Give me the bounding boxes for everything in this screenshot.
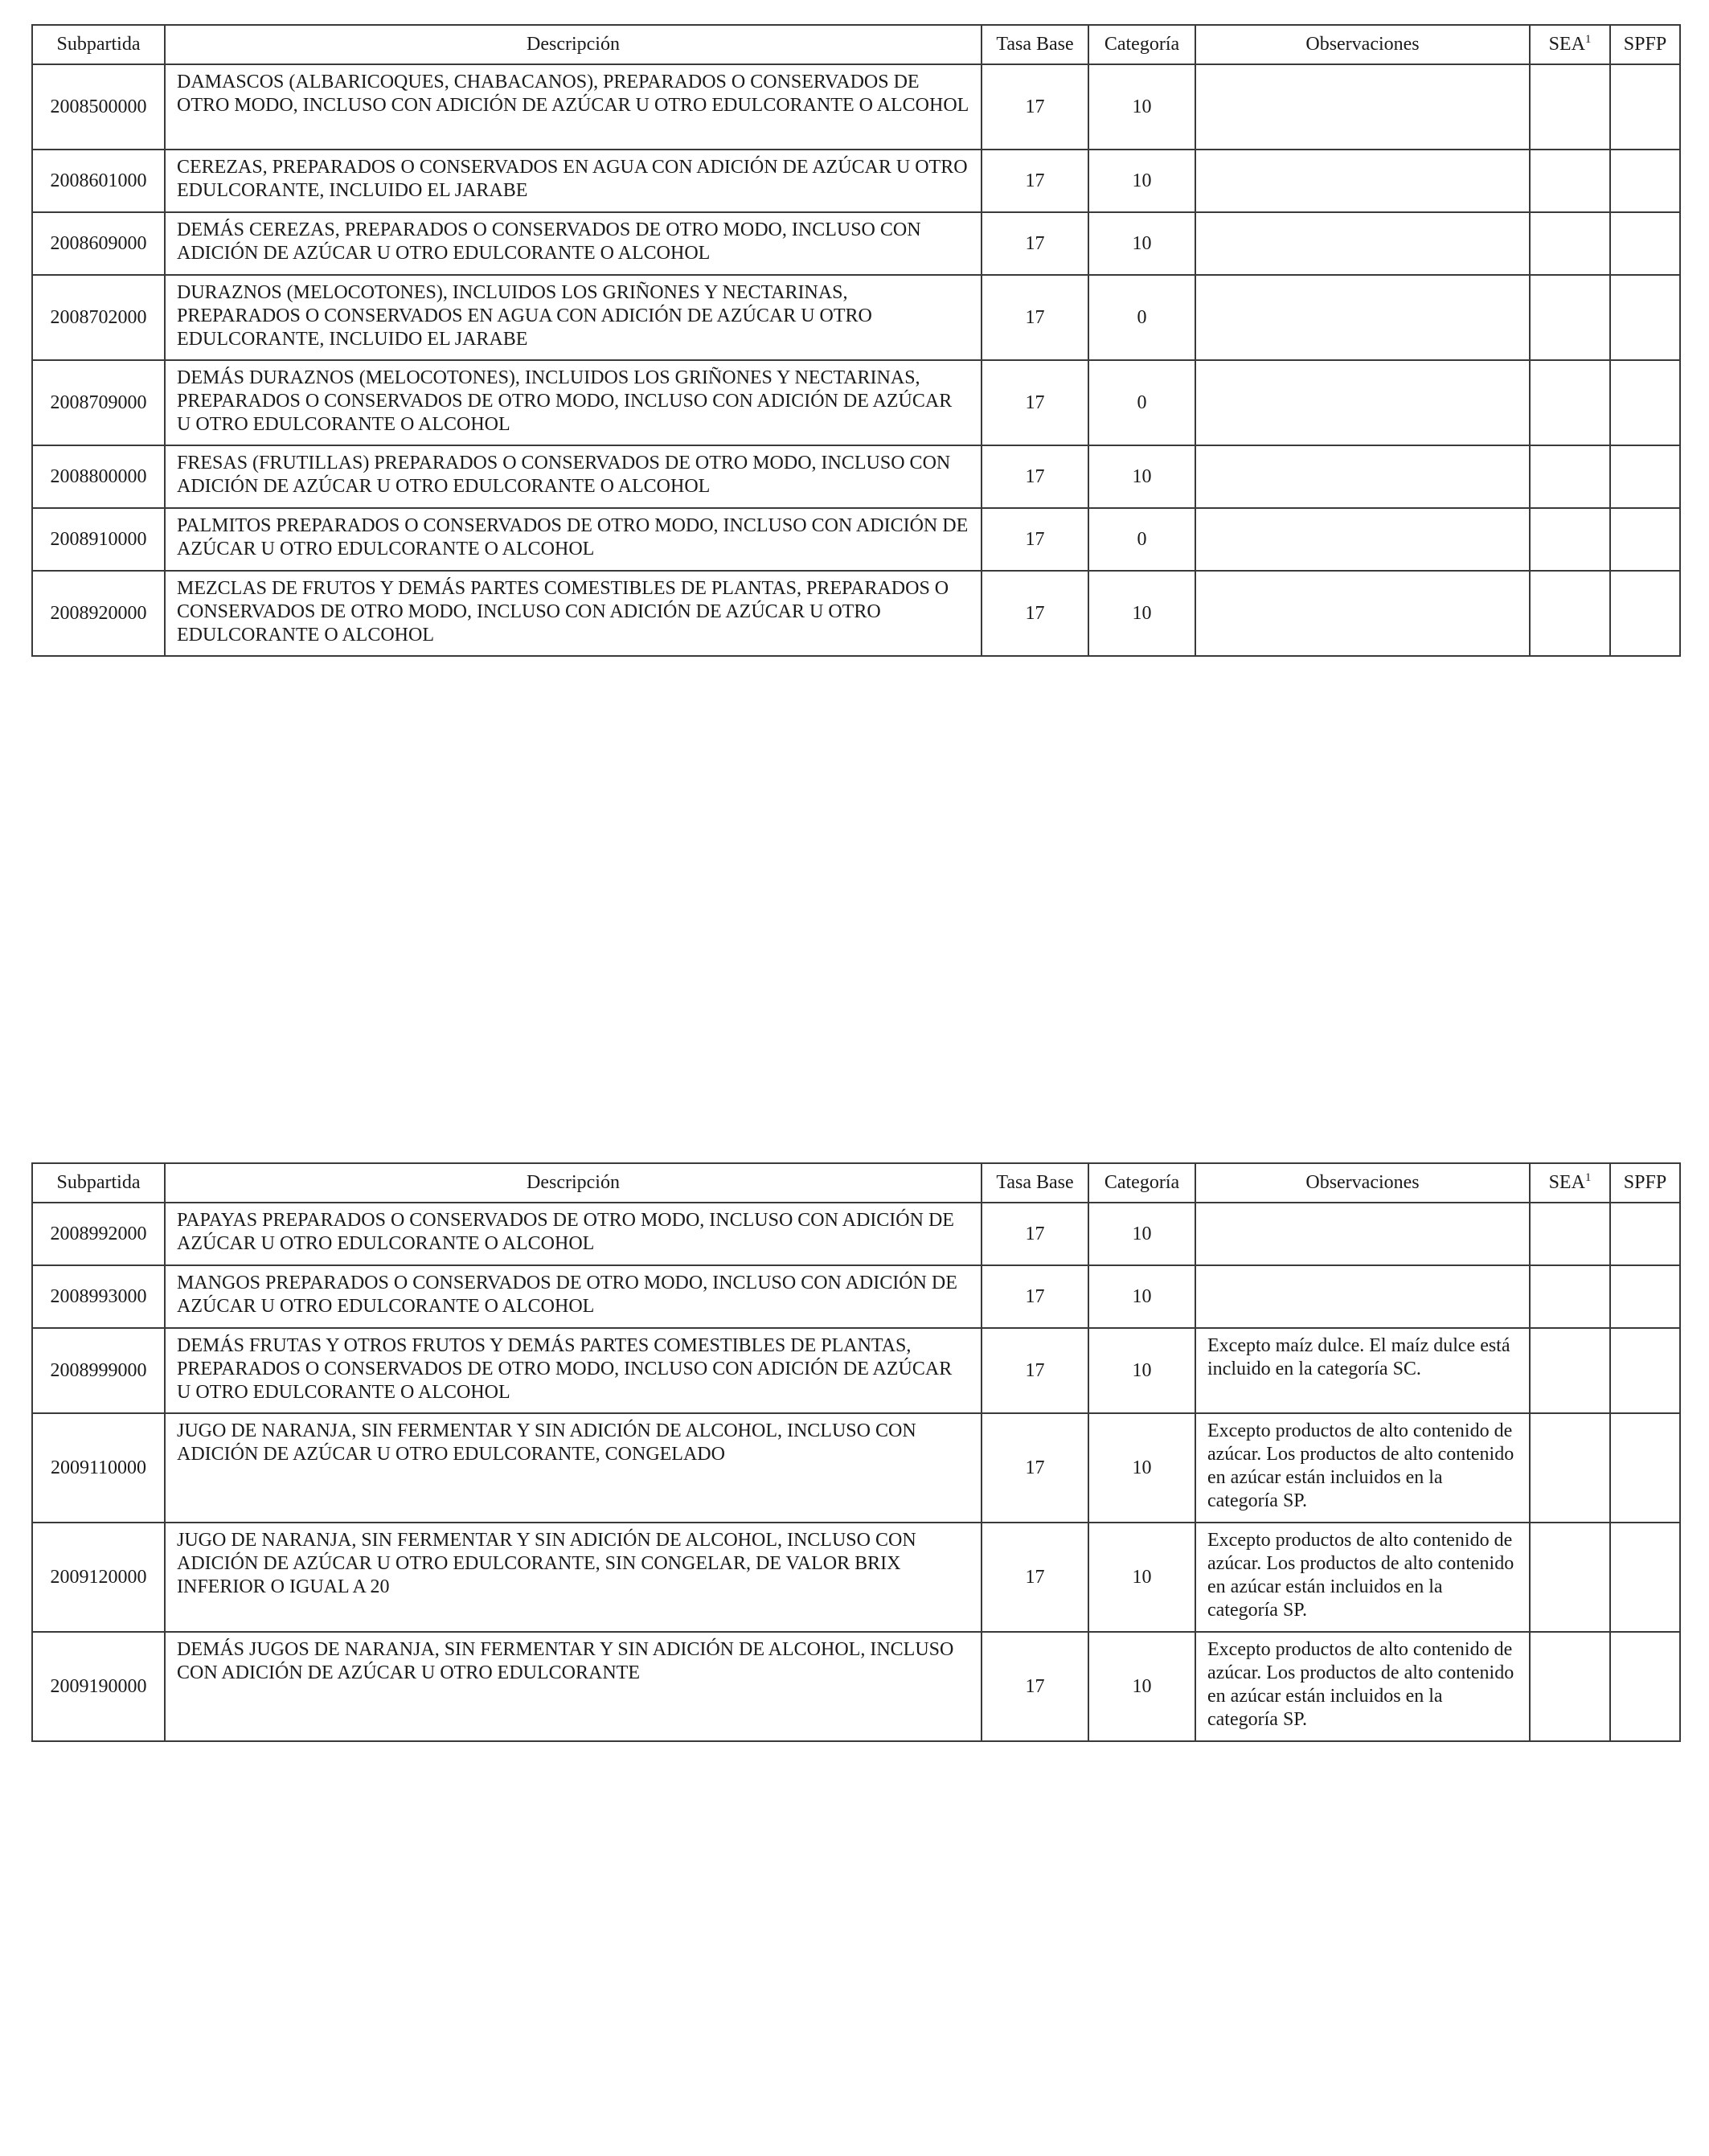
cell-sea	[1530, 275, 1610, 360]
cell-subpartida: 2008601000	[32, 150, 165, 212]
table-row	[32, 150, 1680, 212]
table-row	[32, 1413, 1680, 1523]
cell-descripcion: DAMASCOS (ALBARICOQUES, CHABACANOS), PREPARADOS O CONSERVADOS DE OTRO MODO, INCLUSO CON ADICIÓN DE AZÚCAR U OTRO EDULCORANTE O ALCOHOL	[165, 64, 982, 150]
tariff-table-2	[31, 1162, 1681, 1742]
cell-categoria: 10	[1088, 150, 1195, 212]
header-tasa-base: Tasa Base	[982, 1163, 1088, 1203]
cell-spfp	[1610, 1328, 1680, 1413]
cell-observaciones	[1195, 571, 1530, 656]
header-sea	[1530, 25, 1610, 64]
cell-descripcion: DURAZNOS (MELOCOTONES), INCLUIDOS LOS GRIÑONES Y NECTARINAS, PREPARADOS O CONSERVADOS EN AGUA CON ADICIÓN DE AZÚCAR U OTRO EDULCORANTE, INCLUIDO EL JARABE	[165, 275, 982, 360]
cell-spfp	[1610, 1523, 1680, 1632]
cell-tasa-base: 17	[982, 150, 1088, 212]
cell-sea	[1530, 1203, 1610, 1265]
cell-spfp	[1610, 1632, 1680, 1741]
cell-descripcion: FRESAS (FRUTILLAS) PREPARADOS O CONSERVADOS DE OTRO MODO, INCLUSO CON ADICIÓN DE AZÚCAR U OTRO EDULCORANTE O ALCOHOL	[165, 445, 982, 508]
cell-observaciones	[1195, 360, 1530, 445]
cell-subpartida: 2008702000	[32, 275, 165, 360]
header-descripcion: Descripción	[165, 1163, 982, 1203]
cell-observaciones: Excepto productos de alto contenido de azúcar. Los productos de alto contenido en azúcar están incluidos en la categoría SP.	[1195, 1523, 1530, 1632]
table-header	[32, 25, 1680, 64]
cell-categoria: 10	[1088, 1523, 1195, 1632]
cell-spfp	[1610, 445, 1680, 508]
cell-tasa-base: 17	[982, 1265, 1088, 1328]
cell-observaciones	[1195, 445, 1530, 508]
cell-subpartida: 2008992000	[32, 1203, 165, 1265]
cell-spfp	[1610, 571, 1680, 656]
cell-subpartida: 2009120000	[32, 1523, 165, 1632]
cell-categoria: 10	[1088, 1328, 1195, 1413]
header-subpartida: Subpartida	[32, 1163, 165, 1203]
cell-sea	[1530, 1632, 1610, 1741]
cell-subpartida: 2008709000	[32, 360, 165, 445]
cell-descripcion: MANGOS PREPARADOS O CONSERVADOS DE OTRO MODO, INCLUSO CON ADICIÓN DE AZÚCAR U OTRO EDULCORANTE O ALCOHOL	[165, 1265, 982, 1328]
cell-categoria: 10	[1088, 1413, 1195, 1523]
header-row	[32, 1163, 1680, 1203]
cell-sea	[1530, 571, 1610, 656]
cell-spfp	[1610, 1265, 1680, 1328]
header-sea	[1530, 1163, 1610, 1203]
cell-descripcion: DEMÁS CEREZAS, PREPARADOS O CONSERVADOS DE OTRO MODO, INCLUSO CON ADICIÓN DE AZÚCAR U OTRO EDULCORANTE O ALCOHOL	[165, 212, 982, 275]
header-categoria: Categoría	[1088, 25, 1195, 64]
cell-sea	[1530, 1523, 1610, 1632]
cell-observaciones: Excepto productos de alto contenido de azúcar. Los productos de alto contenido en azúcar están incluidos en la categoría SP.	[1195, 1632, 1530, 1741]
cell-subpartida: 2008999000	[32, 1328, 165, 1413]
cell-spfp	[1610, 1413, 1680, 1523]
cell-spfp	[1610, 508, 1680, 571]
cell-tasa-base: 17	[982, 212, 1088, 275]
cell-spfp	[1610, 360, 1680, 445]
cell-sea	[1530, 445, 1610, 508]
cell-descripcion: CEREZAS, PREPARADOS O CONSERVADOS EN AGUA CON ADICIÓN DE AZÚCAR U OTRO EDULCORANTE, INCLUIDO EL JARABE	[165, 150, 982, 212]
cell-descripcion: JUGO DE NARANJA, SIN FERMENTAR Y SIN ADICIÓN DE ALCOHOL, INCLUSO CON ADICIÓN DE AZÚCAR U OTRO EDULCORANTE, SIN CONGELAR, DE VALOR BRIX INFERIOR O IGUAL A 20	[165, 1523, 982, 1632]
table-row	[32, 1523, 1680, 1632]
cell-spfp	[1610, 1203, 1680, 1265]
cell-tasa-base: 17	[982, 571, 1088, 656]
table-row	[32, 212, 1680, 275]
header-row	[32, 25, 1680, 64]
header-sea-label: SEA	[1548, 34, 1585, 55]
cell-observaciones	[1195, 1265, 1530, 1328]
cell-subpartida: 2008993000	[32, 1265, 165, 1328]
cell-subpartida: 2008910000	[32, 508, 165, 571]
cell-sea	[1530, 212, 1610, 275]
cell-descripcion: DEMÁS FRUTAS Y OTROS FRUTOS Y DEMÁS PARTES COMESTIBLES DE PLANTAS, PREPARADOS O CONSERVADOS DE OTRO MODO, INCLUSO CON ADICIÓN DE AZÚCAR U OTRO EDULCORANTE O ALCOHOL	[165, 1328, 982, 1413]
header-spfp: SPFP	[1610, 1163, 1680, 1203]
cell-spfp	[1610, 150, 1680, 212]
table-row	[32, 571, 1680, 656]
cell-observaciones	[1195, 508, 1530, 571]
cell-tasa-base: 17	[982, 64, 1088, 150]
cell-descripcion: JUGO DE NARANJA, SIN FERMENTAR Y SIN ADICIÓN DE ALCOHOL, INCLUSO CON ADICIÓN DE AZÚCAR U OTRO EDULCORANTE, CONGELADO	[165, 1413, 982, 1523]
cell-categoria: 10	[1088, 1203, 1195, 1265]
cell-sea	[1530, 1328, 1610, 1413]
cell-subpartida: 2008609000	[32, 212, 165, 275]
table-row	[32, 445, 1680, 508]
cell-tasa-base: 17	[982, 1203, 1088, 1265]
cell-observaciones	[1195, 212, 1530, 275]
table-row	[32, 508, 1680, 571]
cell-subpartida: 2009110000	[32, 1413, 165, 1523]
cell-spfp	[1610, 64, 1680, 150]
cell-subpartida: 2008800000	[32, 445, 165, 508]
cell-descripcion: DEMÁS JUGOS DE NARANJA, SIN FERMENTAR Y SIN ADICIÓN DE ALCOHOL, INCLUSO CON ADICIÓN DE AZÚCAR U OTRO EDULCORANTE	[165, 1632, 982, 1741]
cell-sea	[1530, 360, 1610, 445]
cell-observaciones: Excepto maíz dulce. El maíz dulce está incluido en la categoría SC.	[1195, 1328, 1530, 1413]
cell-categoria: 0	[1088, 275, 1195, 360]
header-subpartida: Subpartida	[32, 25, 165, 64]
cell-categoria: 10	[1088, 64, 1195, 150]
cell-spfp	[1610, 212, 1680, 275]
header-categoria: Categoría	[1088, 1163, 1195, 1203]
cell-observaciones	[1195, 1203, 1530, 1265]
table-row	[32, 1203, 1680, 1265]
cell-observaciones: Excepto productos de alto contenido de azúcar. Los productos de alto contenido en azúcar están incluidos en la categoría SP.	[1195, 1413, 1530, 1523]
cell-descripcion: MEZCLAS DE FRUTOS Y DEMÁS PARTES COMESTIBLES DE PLANTAS, PREPARADOS O CONSERVADOS DE OTRO MODO, INCLUSO CON ADICIÓN DE AZÚCAR U OTRO EDULCORANTE O ALCOHOL	[165, 571, 982, 656]
header-observaciones: Observaciones	[1195, 1163, 1530, 1203]
table-row	[32, 64, 1680, 150]
table-row	[32, 275, 1680, 360]
cell-spfp	[1610, 275, 1680, 360]
cell-descripcion: PAPAYAS PREPARADOS O CONSERVADOS DE OTRO MODO, INCLUSO CON ADICIÓN DE AZÚCAR U OTRO EDULCORANTE O ALCOHOL	[165, 1203, 982, 1265]
table-row	[32, 1328, 1680, 1413]
table-row	[32, 360, 1680, 445]
tariff-table-1	[31, 24, 1681, 657]
cell-categoria: 0	[1088, 508, 1195, 571]
cell-descripcion: PALMITOS PREPARADOS O CONSERVADOS DE OTRO MODO, INCLUSO CON ADICIÓN DE AZÚCAR U OTRO EDULCORANTE O ALCOHOL	[165, 508, 982, 571]
cell-sea	[1530, 64, 1610, 150]
cell-tasa-base: 17	[982, 275, 1088, 360]
cell-observaciones	[1195, 150, 1530, 212]
cell-categoria: 0	[1088, 360, 1195, 445]
sea-footnote-marker: 1	[1584, 1171, 1592, 1184]
cell-observaciones	[1195, 64, 1530, 150]
sea-footnote-marker: 1	[1584, 33, 1592, 46]
cell-sea	[1530, 1413, 1610, 1523]
cell-tasa-base: 17	[982, 1632, 1088, 1741]
header-spfp: SPFP	[1610, 25, 1680, 64]
cell-sea	[1530, 1265, 1610, 1328]
table-row	[32, 1632, 1680, 1741]
header-observaciones: Observaciones	[1195, 25, 1530, 64]
cell-categoria: 10	[1088, 1632, 1195, 1741]
header-tasa-base: Tasa Base	[982, 25, 1088, 64]
cell-descripcion: DEMÁS DURAZNOS (MELOCOTONES), INCLUIDOS LOS GRIÑONES Y NECTARINAS, PREPARADOS O CONSERVADOS DE OTRO MODO, INCLUSO CON ADICIÓN DE AZÚCAR U OTRO EDULCORANTE O ALCOHOL	[165, 360, 982, 445]
cell-categoria: 10	[1088, 212, 1195, 275]
cell-subpartida: 2008500000	[32, 64, 165, 150]
cell-tasa-base: 17	[982, 508, 1088, 571]
cell-tasa-base: 17	[982, 1328, 1088, 1413]
cell-categoria: 10	[1088, 445, 1195, 508]
cell-tasa-base: 17	[982, 1413, 1088, 1523]
cell-subpartida: 2009190000	[32, 1632, 165, 1741]
cell-categoria: 10	[1088, 1265, 1195, 1328]
cell-tasa-base: 17	[982, 1523, 1088, 1632]
cell-tasa-base: 17	[982, 360, 1088, 445]
cell-observaciones	[1195, 275, 1530, 360]
cell-sea	[1530, 508, 1610, 571]
table-row	[32, 1265, 1680, 1328]
table-header	[32, 1163, 1680, 1203]
header-sea-label: SEA	[1548, 1172, 1585, 1193]
cell-categoria: 10	[1088, 571, 1195, 656]
cell-tasa-base: 17	[982, 445, 1088, 508]
cell-sea	[1530, 150, 1610, 212]
header-descripcion: Descripción	[165, 25, 982, 64]
cell-subpartida: 2008920000	[32, 571, 165, 656]
